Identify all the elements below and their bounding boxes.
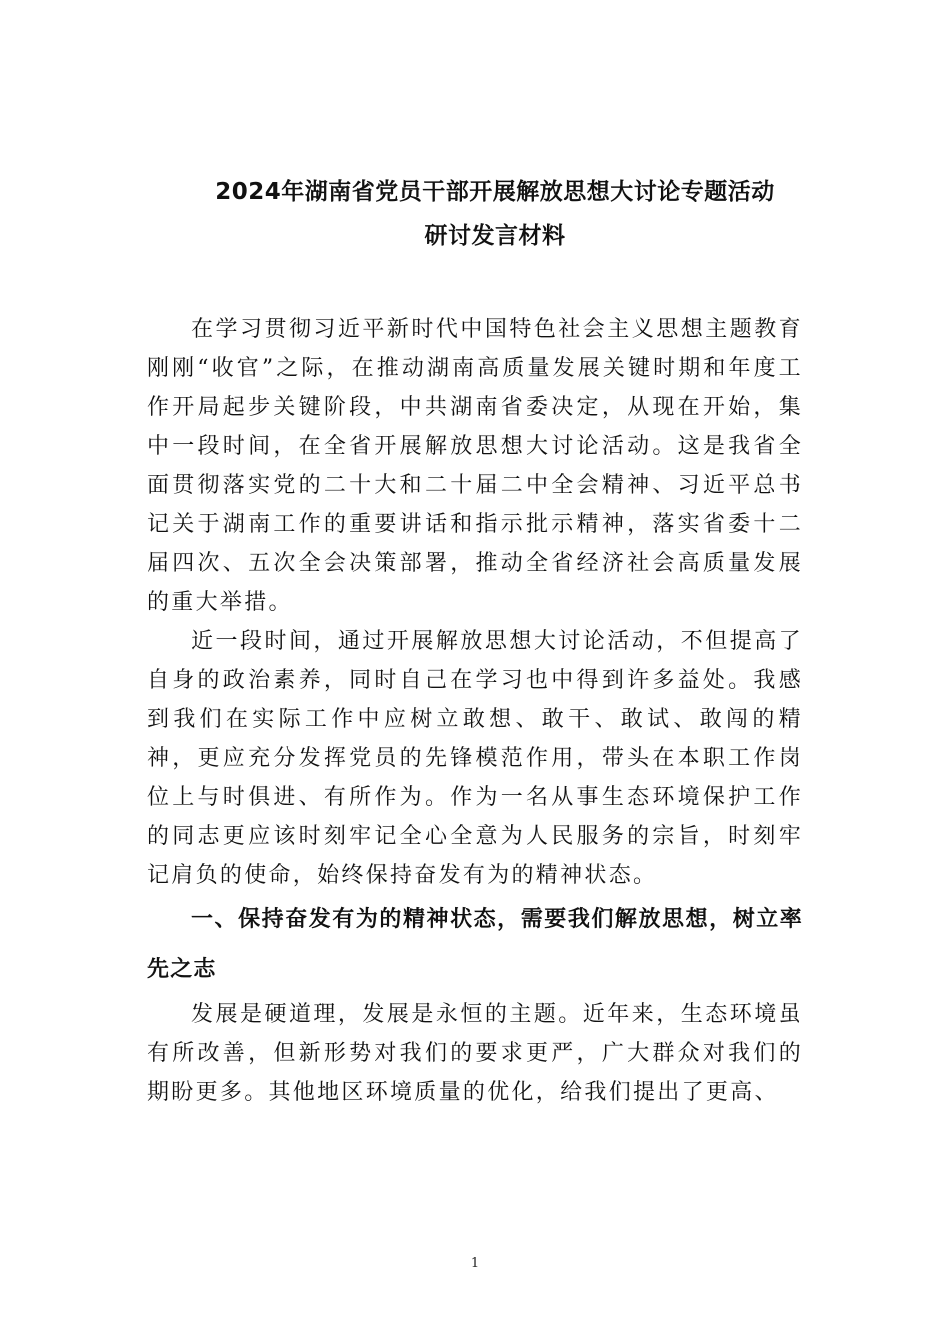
paragraph-3: 发展是硬道理，发展是永恒的主题。近年来，生态环境虽有所改善，但新形势对我们的要求更严，广大群众对我们的期盼更多。其他地区环境质量的优化，给我们提出了更高、 xyxy=(147,1002,803,1105)
document-title xyxy=(120,170,870,258)
section-heading-1: 一、保持奋发有为的精神状态，需要我们解放思想，树立率先之志 xyxy=(147,907,803,982)
document-body xyxy=(147,310,803,1112)
paragraph-1: 在学习贯彻习近平新时代中国特色社会主义思想主题教育刚刚“收官”之际，在推动湖南高质量发展关键时期和年度工作开局起步关键阶段，中共湖南省委决定，从现在开始，集中一段时间，在全省开展解放思想大讨论活动。这是我省全面贯彻落实党的二十大和二十届二中全会精神、习近平总书记关于湖南工作的重要讲话和指示批示精神，落实省委十二届四次、五次全会决策部署，推动全省经济社会高质量发展的重大举措。 xyxy=(147,317,803,615)
page-number: 1 xyxy=(470,1256,480,1271)
title-line-2: 研讨发言材料 xyxy=(424,223,566,249)
paragraph-2: 近一段时间，通过开展解放思想大讨论活动，不但提高了自身的政治素养，同时自己在学习也中得到许多益处。我感到我们在实际工作中应树立敢想、敢干、敢试、敢闯的精神，更应充分发挥党员的先锋模范作用，带头在本职工作岗位上与时俱进、有所作为。作为一名从事生态环境保护工作的同志更应该时刻牢记全心全意为人民服务的宗旨，时刻牢记肩负的使命，始终保持奋发有为的精神状态。 xyxy=(147,629,803,888)
title-line-1: 2024年湖南省党员干部开展解放思想大讨论专题活动 xyxy=(215,179,775,205)
